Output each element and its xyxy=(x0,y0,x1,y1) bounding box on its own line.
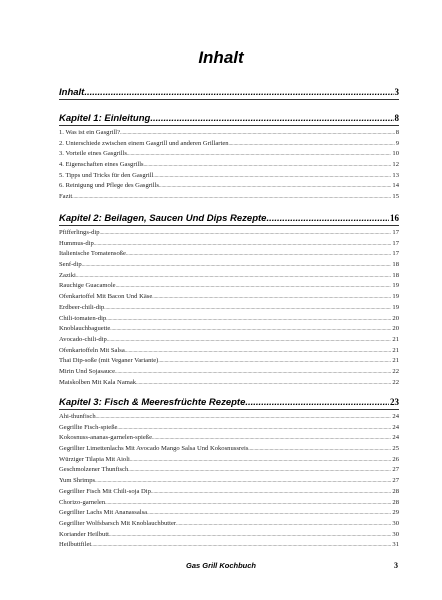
toc-item-page: 28 xyxy=(392,487,399,495)
toc-item-label: Gegrillter Limettenlachs Mit Avocado Mango Salsa Und Kokosnussreis xyxy=(59,445,249,453)
toc-item[interactable] xyxy=(59,335,399,346)
toc-item[interactable] xyxy=(59,455,399,466)
toc-item-page: 18 xyxy=(392,271,399,279)
toc-item[interactable] xyxy=(59,314,399,325)
toc-heading-chapter-1[interactable] xyxy=(59,111,399,125)
toc-item[interactable] xyxy=(59,303,399,314)
toc-item-page: 10 xyxy=(392,150,399,158)
toc-item-label: Yum Shrimps xyxy=(59,477,96,485)
toc-item-label: 2. Unterschiede zwischen einem Gasgrill und anderen Grillarten xyxy=(59,139,229,147)
dot-leader xyxy=(84,86,393,100)
toc-item-label: 4. Eigenschaften eines Gasgrills xyxy=(59,161,144,169)
toc-item[interactable] xyxy=(59,324,399,335)
toc-item-page: 15 xyxy=(392,193,399,201)
toc-item-page: 19 xyxy=(392,293,399,301)
dot-leader xyxy=(245,396,389,410)
toc-item-label: Rauchige Guacamole xyxy=(59,282,116,290)
toc-item[interactable] xyxy=(59,271,399,282)
dot-leader xyxy=(72,192,391,204)
toc-item-label: Fazit xyxy=(59,193,73,201)
toc-item-page: 27 xyxy=(392,477,399,485)
toc-item-label: Geschmolzener Thunfisch xyxy=(59,466,129,474)
toc-heading-page: 23 xyxy=(390,397,399,407)
toc-item-page: 26 xyxy=(392,455,399,463)
toc-item[interactable] xyxy=(59,378,399,389)
toc-item[interactable] xyxy=(59,249,399,260)
toc-item-label: Thai Dip-soße (mit Veganer Variante) xyxy=(59,357,159,365)
toc-item-list xyxy=(59,128,399,203)
toc-item-label: Ofenkartoffeln Mit Salsa xyxy=(59,346,125,354)
toc-item-page: 17 xyxy=(392,239,399,247)
toc-item[interactable] xyxy=(59,519,399,530)
toc-item-page: 21 xyxy=(392,346,399,354)
toc-item-list xyxy=(59,412,399,551)
toc-item[interactable] xyxy=(59,356,399,367)
toc-item-label: Pfifferlings-dip xyxy=(59,229,100,236)
toc-item-page: 27 xyxy=(392,466,399,474)
toc-item[interactable] xyxy=(59,281,399,292)
toc-item-page: 29 xyxy=(392,509,399,517)
toc-item[interactable] xyxy=(59,367,399,378)
toc-item-label: 5. Tipps und Tricks für den Gasgrill xyxy=(59,171,154,179)
toc-item-page: 20 xyxy=(392,325,399,333)
toc-item-page: 8 xyxy=(395,129,399,136)
toc-chapter-1 xyxy=(59,111,399,203)
toc-item[interactable] xyxy=(59,444,399,455)
footer-page-number: 3 xyxy=(394,561,398,570)
toc-item[interactable] xyxy=(59,292,399,303)
toc-item[interactable] xyxy=(59,487,399,498)
toc-item-label: Mirin Und Sojasauce xyxy=(59,367,116,375)
toc-item-label: Maiskolben Mit Kala Namak xyxy=(59,378,137,386)
toc-item-page: 17 xyxy=(392,250,399,258)
toc-item-label: Gegrillte Fisch-spieße xyxy=(59,423,118,431)
toc-item[interactable] xyxy=(59,192,399,203)
toc-heading-page: 16 xyxy=(390,213,399,223)
toc-item-label: 3. Vorteile eines Gasgrills xyxy=(59,150,127,158)
toc-inhalt-section xyxy=(59,85,399,100)
toc-heading-label: Kapitel 1: Einleitung xyxy=(59,113,151,124)
toc-item-page: 31 xyxy=(392,541,399,549)
toc-item-page: 25 xyxy=(392,445,399,453)
toc-item-page: 22 xyxy=(392,378,399,386)
toc-item-page: 20 xyxy=(392,314,399,322)
toc-heading-chapter-3[interactable] xyxy=(59,395,399,409)
toc-item-page: 21 xyxy=(392,335,399,343)
toc-item-label: Ahi-thunfisch xyxy=(59,413,96,420)
toc-item-label: Hummus-dip xyxy=(59,239,94,247)
page-footer xyxy=(0,561,442,573)
toc-item-label: Zaziki xyxy=(59,271,76,279)
toc-heading-label: Kapitel 3: Fisch & Meeresfrüchte Rezepte xyxy=(59,397,246,408)
page-title: Inhalt xyxy=(198,48,244,67)
toc-item-label: Würziger Tilapia Mit Aioli xyxy=(59,455,130,463)
toc-item[interactable] xyxy=(59,476,399,487)
toc-item-label: 6. Reinigung und Pflege des Gasgrills xyxy=(59,182,159,190)
dot-leader xyxy=(150,112,393,126)
toc-item-label: 1. Was ist ein Gasgrill? xyxy=(59,129,121,136)
toc-item-page: 19 xyxy=(392,303,399,311)
toc-item-page: 13 xyxy=(392,171,399,179)
toc-item[interactable] xyxy=(59,171,399,182)
toc-item[interactable] xyxy=(59,412,399,423)
toc-item-page: 9 xyxy=(395,139,399,147)
toc-item-label: Chili-tomaten-dip xyxy=(59,314,107,322)
toc-heading-label: Kapitel 2: Beilagen, Saucen Und Dips Rezepte xyxy=(59,213,267,224)
toc-item-list xyxy=(59,228,399,388)
toc-heading-page: 8 xyxy=(394,113,399,123)
toc-item[interactable] xyxy=(59,540,399,551)
toc-heading-chapter-2[interactable] xyxy=(59,211,399,225)
toc-item[interactable] xyxy=(59,128,399,139)
toc-item-label: Erdbeer-chili-dip xyxy=(59,303,105,311)
toc-chapter-2 xyxy=(59,211,399,388)
toc-item-label: Avocado-chili-dip xyxy=(59,335,107,343)
toc-item[interactable] xyxy=(59,239,399,250)
toc-item-page: 14 xyxy=(392,182,399,190)
toc-item[interactable] xyxy=(59,423,399,434)
toc-item[interactable] xyxy=(59,498,399,509)
toc-item[interactable] xyxy=(59,530,399,541)
toc-item-page: 19 xyxy=(392,282,399,290)
toc-item[interactable] xyxy=(59,260,399,271)
toc-item-page: 28 xyxy=(392,498,399,506)
toc-item-page: 24 xyxy=(392,434,399,442)
toc-item-label: Italienische Tomatensoße xyxy=(59,250,126,258)
toc-item[interactable] xyxy=(59,433,399,444)
toc-item[interactable] xyxy=(59,139,399,150)
toc-item-label: Gegrillter Fisch Mit Chili-soja Dip xyxy=(59,487,151,495)
toc-heading-page: 3 xyxy=(394,87,399,97)
toc-item-page: 30 xyxy=(392,519,399,527)
toc-item-page: 21 xyxy=(392,357,399,365)
toc-chapter-3 xyxy=(59,395,399,551)
toc-item-label: Gegrillter Lachs Mit Ananassalsa xyxy=(59,509,148,517)
dot-leader xyxy=(136,378,391,390)
toc-item-page: 12 xyxy=(392,161,399,169)
footer-brand: Gas Grill Kochbuch xyxy=(185,561,256,570)
toc-item[interactable] xyxy=(59,160,399,171)
toc-item-page: 24 xyxy=(392,423,399,431)
toc-item-label: Koriander Heilbutt xyxy=(59,530,109,538)
toc-heading-inhalt[interactable] xyxy=(59,85,399,99)
dot-leader xyxy=(91,540,391,552)
toc-item[interactable] xyxy=(59,181,399,192)
toc-item-label: Gegrillter Wolfsbarsch Mit Knoblauchbutter xyxy=(59,519,177,527)
toc-heading-label: Inhalt xyxy=(59,87,85,98)
toc-item-page: 24 xyxy=(392,413,399,420)
toc-item[interactable] xyxy=(59,149,399,160)
toc-item[interactable] xyxy=(59,465,399,476)
toc-item-page: 17 xyxy=(392,229,399,236)
dot-leader xyxy=(266,212,389,226)
toc-item-label: Heilbuttfilet xyxy=(59,541,92,549)
toc-item-page: 22 xyxy=(392,367,399,375)
toc-item-label: Senf-dip xyxy=(59,261,82,269)
toc-item-label: Chorizo-garnelen xyxy=(59,498,106,506)
toc-item-page: 30 xyxy=(392,530,399,538)
toc-item-label: Kokosnuss-ananas-garnelen-spieße xyxy=(59,434,153,442)
toc-item[interactable] xyxy=(59,228,399,239)
toc-item-page: 18 xyxy=(392,261,399,269)
toc-item-label: Ofenkartoffel Mit Bacon Und Käse xyxy=(59,293,153,301)
toc-item[interactable] xyxy=(59,508,399,519)
toc-item-label: Knoblauchbaguette xyxy=(59,325,111,333)
toc-item[interactable] xyxy=(59,346,399,357)
